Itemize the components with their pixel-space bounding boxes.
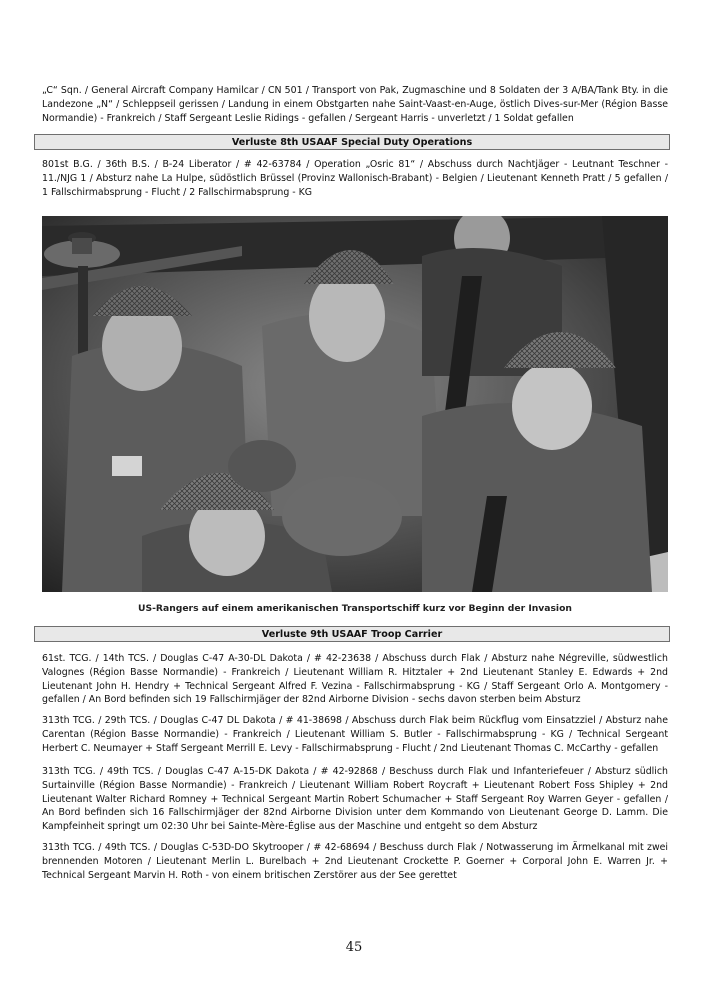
paragraph-9th-usaaf-1: 61st. TCG. / 14th TCS. / Douglas C-47 A-30-DL Dakota / # 42-23638 / Abschuss durch Flak / Absturz nahe Négreville, südwestlich Valognes (Région Basse Normandie) - Frankreich / Lieutenant William R. Hitztaler + 2nd Lieutenant Stanley E. Edwards + 2nd Lieutenant John H. Hendry + Technical Sergeant Alfred F. Vezina - Fallschirmabsprung - KG / Staff Sergeant Orlo A. Montgomery - gefallen / An Bord befinden sich 19 Fallschirmjäger der 82nd Airborne Division - sechs davon sterben beim Absturz	[42, 653, 668, 706]
paragraph-9th-usaaf-4: 313th TCG. / 49th TCS. / Douglas C-53D-DO Skytrooper / # 42-68694 / Beschuss durch Flak / Notwasserung im Ärmelkanal mit zwei brennenden Motoren / Lieutenant Merlin L. Burelbach + 2nd Lieutenant Crockette P. Goerner + Corporal John E. Warren Jr. + Technical Sergeant Marvin H. Roth - von einem britischen Zerstörer aus der See gerettet	[42, 842, 668, 881]
photo-caption: US-Rangers auf einem amerikanischen Transportschiff kurz vor Beginn der Invasion	[138, 603, 572, 614]
paragraph-8th-usaaf: 801st B.G. / 36th B.S. / B-24 Liberator / # 42-63784 / Operation „Osric 81“ / Abschuss durch Nachtjäger - Leutnant Teschner - 11./NJG 1 / Absturz nahe La Hulpe, südöstlich Brüssel (Provinz Wallonisch-Brabant) - Belgien / Lieutenant Kenneth Pratt / 5 gefallen / 1 Fallschirmabsprung - Flucht / 2 Fallschirmabsprung - KG	[42, 159, 668, 198]
paragraph-9th-usaaf-3: 313th TCG. / 49th TCS. / Douglas C-47 A-15-DK Dakota / # 42-92868 / Beschuss durch Flak und Infanteriefeuer / Absturz südlich Surtainville (Région Basse Normandie) - Frankreich / Lieutenant William Robert Roycraft + Lieutenant Robert Foss Shipley + 2nd Lieutenant Walter Richard Romney + Technical Sergeant Martin Robert Schumacher + Staff Sergeant Roy Warren Geyer - gefallen / An Bord befinden sich 16 Fallschirmjäger der 82nd Airborne Division unter dem Kommando von Lieutenant George D. Lamm. Die Kampfeinheit springt um 02:30 Uhr bei Sainte-Mère-Église aus der Maschine und entgeht so dem Absturz	[42, 766, 668, 833]
section-heading-9th-usaaf: Verluste 9th USAAF Troop Carrier	[34, 626, 670, 642]
intro-paragraph: „C“ Sqn. / General Aircraft Company Hamilcar / CN 501 / Transport von Pak, Zugmaschine und 8 Soldaten der 3 A/BA/Tank Bty. in die Landezone „N“ / Schleppseil gerissen / Landung in einem Obstgarten nahe Saint-Vaast-en-Auge, östlich Dives-sur-Mer (Région Basse Normandie) - Frankreich / Staff Sergeant Leslie Ridings - gefallen / Sergeant Harris - unverletzt / 1 Soldat gefallen	[42, 85, 668, 124]
rangers-photo-illustration	[42, 216, 668, 592]
page-number: 45	[345, 940, 363, 955]
section-heading-8th-usaaf: Verluste 8th USAAF Special Duty Operations	[34, 134, 670, 150]
rangers-photo	[42, 216, 668, 592]
paragraph-9th-usaaf-2: 313th TCG. / 29th TCS. / Douglas C-47 DL Dakota / # 41-38698 / Abschuss durch Flak beim Rückflug vom Einsatzziel / Absturz nahe Carentan (Région Basse Normandie) - Frankreich / Lieutenant William S. Butler - Fallschirmabsprung - KG / Technical Sergeant Herbert C. Neumayer + Staff Sergeant Merrill E. Levy - Fallschirmabsprung - Flucht / 2nd Lieutenant Thomas C. McCarthy - gefallen	[42, 715, 668, 754]
